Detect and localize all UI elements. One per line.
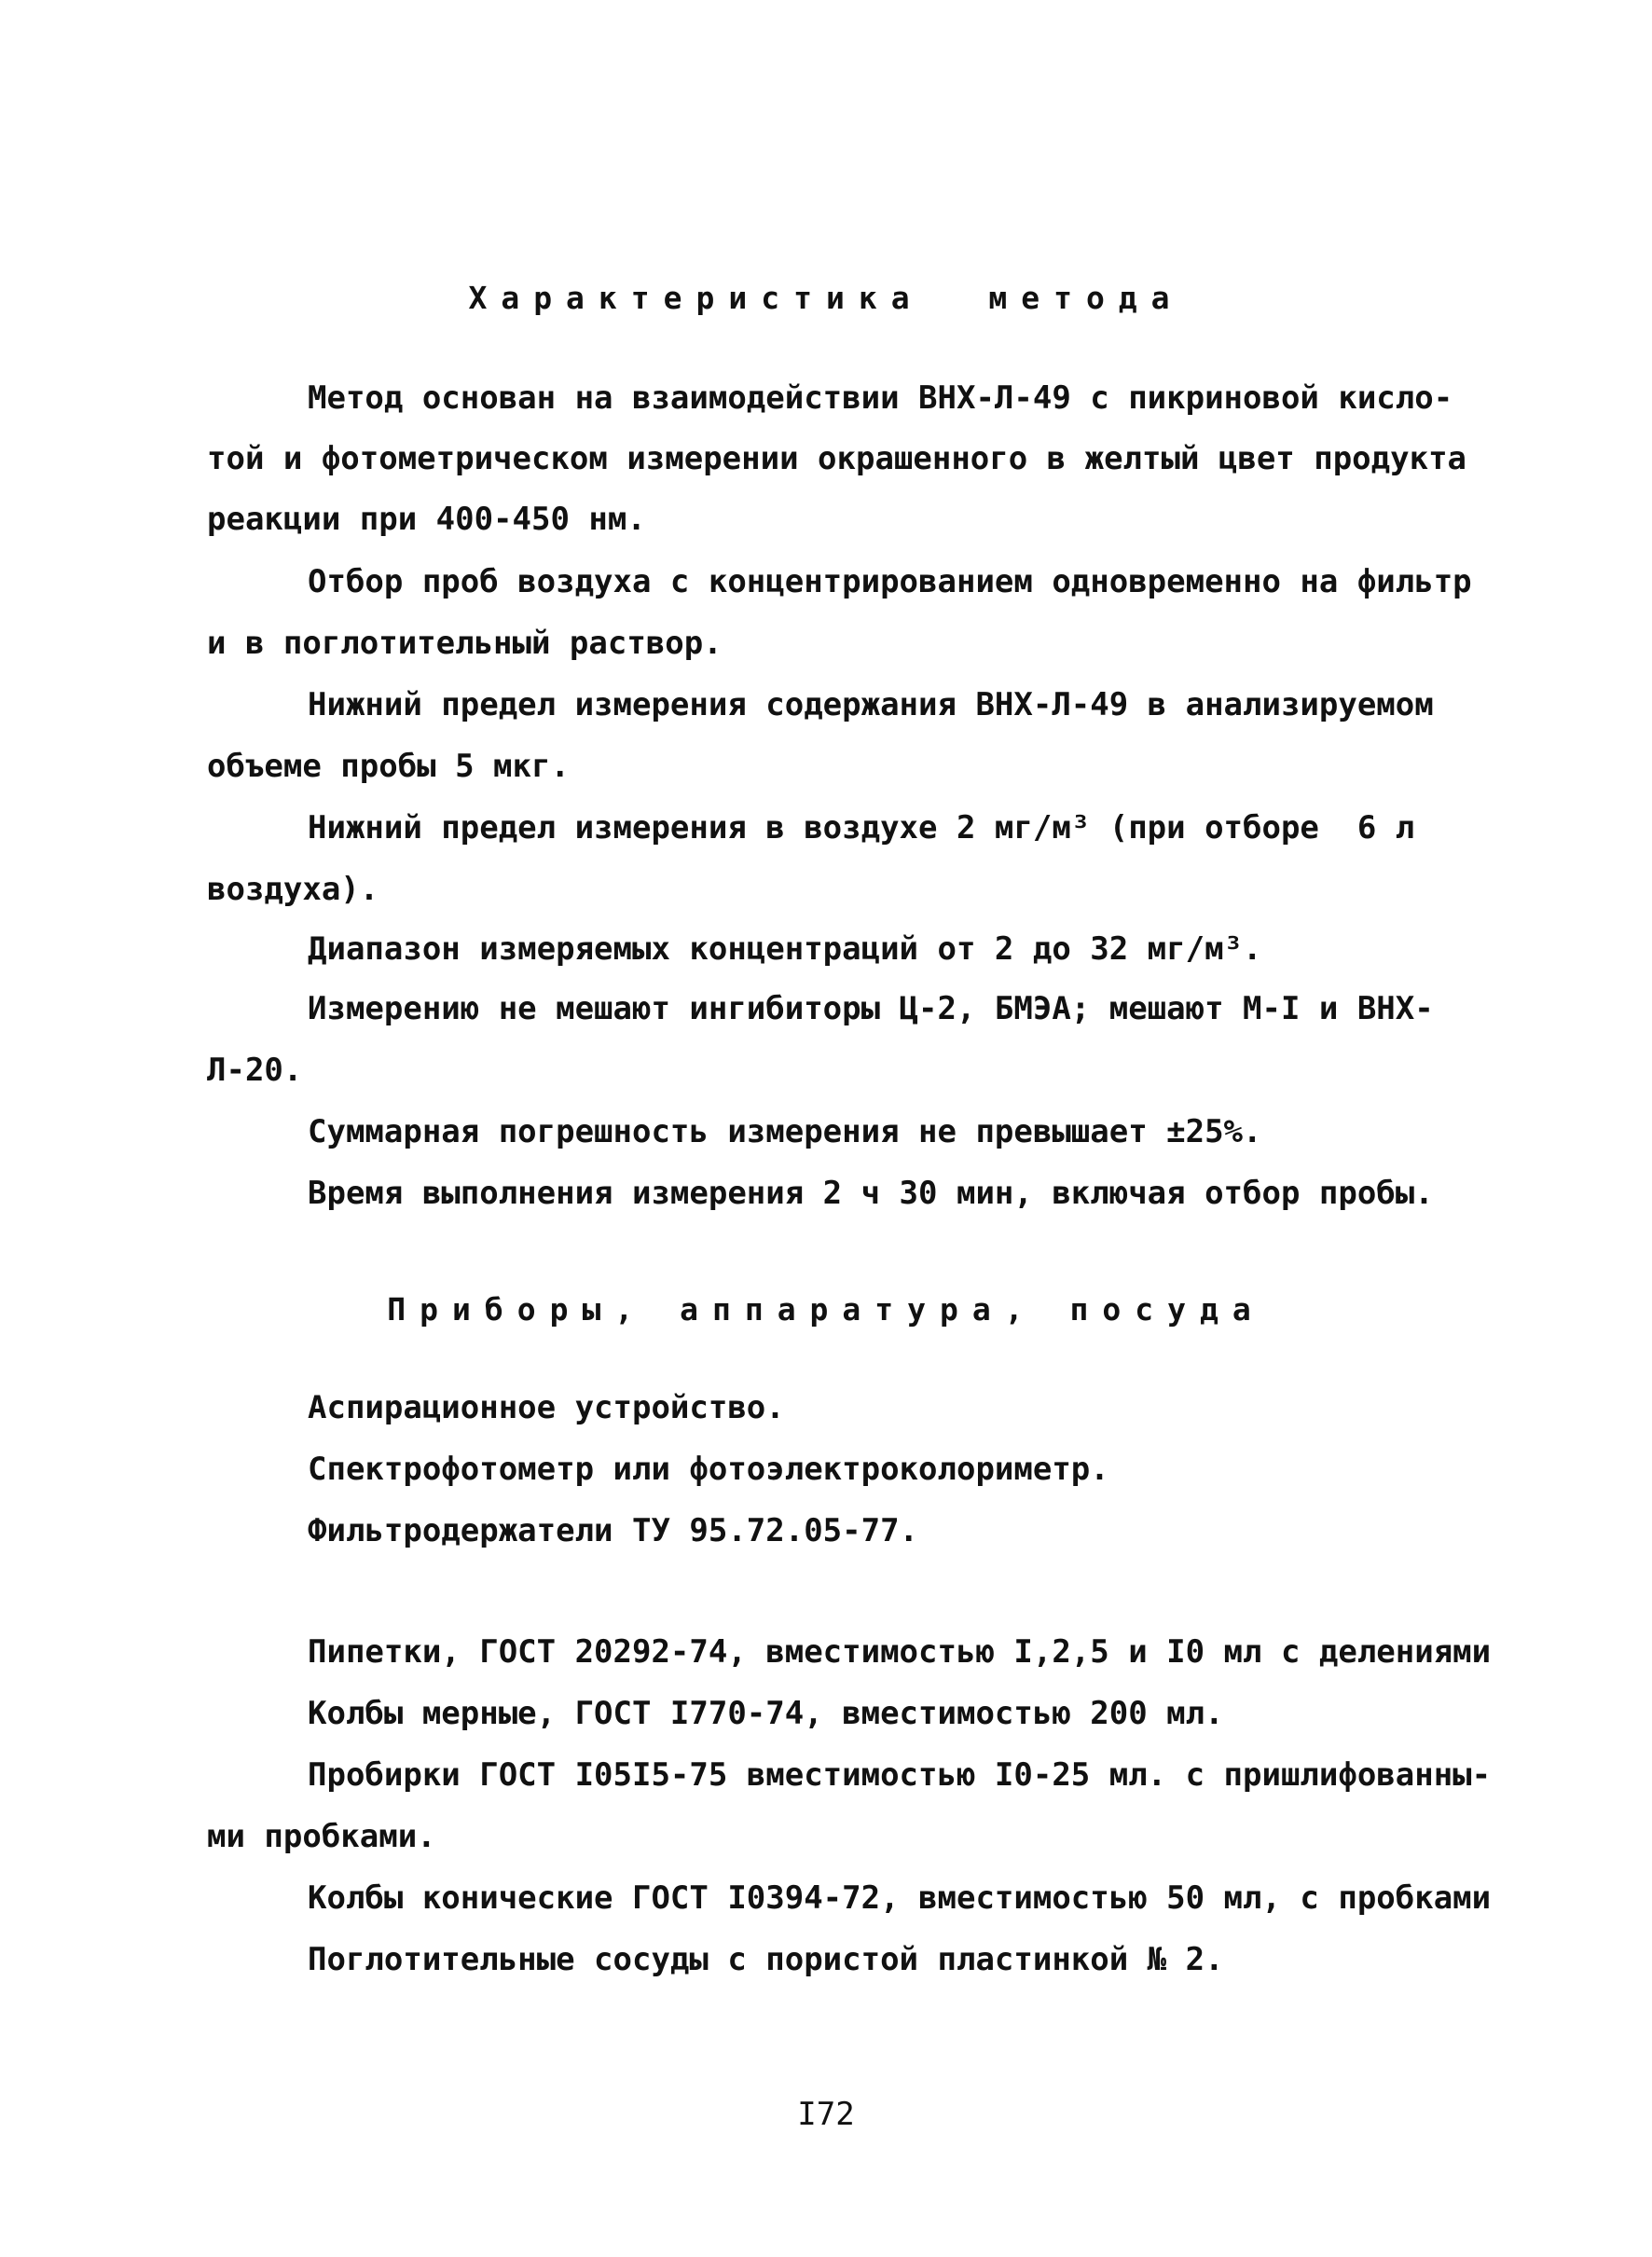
method-line-10: Диапазон измеряемых концентраций от 2 до 32 мг/м³.: [308, 930, 1262, 968]
page-number: I72: [797, 2096, 855, 2133]
method-line-9: воздуха).: [207, 871, 379, 908]
method-characteristics-heading: Характеристика метода: [468, 280, 1184, 316]
method-line-12: Л-20.: [207, 1052, 303, 1089]
equipment-line-9: Поглотительные сосуды с пористой пластинкой № 2.: [308, 1941, 1224, 1978]
equipment-line-5: Колбы мерные, ГОСТ I770-74, вместимостью 200 мл.: [308, 1695, 1224, 1732]
equipment-line-8: Колбы конические ГОСТ I0394-72, вместимостью 50 мл, с пробками: [308, 1879, 1492, 1917]
method-line-7: объеме пробы 5 мкг.: [207, 748, 570, 785]
method-line-11: Измерению не мешают ингибиторы Ц-2, БМЭА; мешают М-I и ВНХ-: [308, 990, 1434, 1027]
equipment-line-1: Аспирационное устройство.: [308, 1389, 785, 1426]
method-line-3: реакции при 400-450 нм.: [207, 501, 646, 538]
equipment-line-4: Пипетки, ГОСТ 20292-74, вместимостью I,2,5 и I0 мл с делениями: [308, 1633, 1492, 1671]
equipment-line-3: Фильтродержатели ТУ 95.72.05-77.: [308, 1512, 919, 1549]
method-line-5: и в поглотительный раствор.: [207, 625, 723, 662]
equipment-line-6: Пробирки ГОСТ I05I5-75 вместимостью I0-25 мл. с пришлифованны-: [308, 1756, 1492, 1794]
method-line-8: Нижний предел измерения в воздухе 2 мг/м³ (при отборе 6 л: [308, 809, 1415, 846]
equipment-line-7: ми пробками.: [207, 1818, 436, 1855]
equipment-heading: Приборы, аппаратура, посуда: [387, 1291, 1265, 1328]
method-line-2: той и фотометрическом измерении окрашенного в желтый цвет продукта: [207, 440, 1467, 477]
method-line-6: Нижний предел измерения содержания ВНХ-Л-49 в анализируемом: [308, 686, 1434, 723]
method-line-13: Суммарная погрешность измерения не превышает ±25%.: [308, 1113, 1262, 1150]
equipment-line-2: Спектрофотометр или фотоэлектроколориметр.: [308, 1451, 1109, 1488]
method-line-4: Отбор проб воздуха с концентрированием одновременно на фильтр: [308, 563, 1472, 600]
method-line-14: Время выполнения измерения 2 ч 30 мин, включая отбор пробы.: [308, 1175, 1434, 1212]
method-line-1: Метод основан на взаимодействии ВНХ-Л-49 с пикриновой кисло-: [308, 379, 1453, 417]
